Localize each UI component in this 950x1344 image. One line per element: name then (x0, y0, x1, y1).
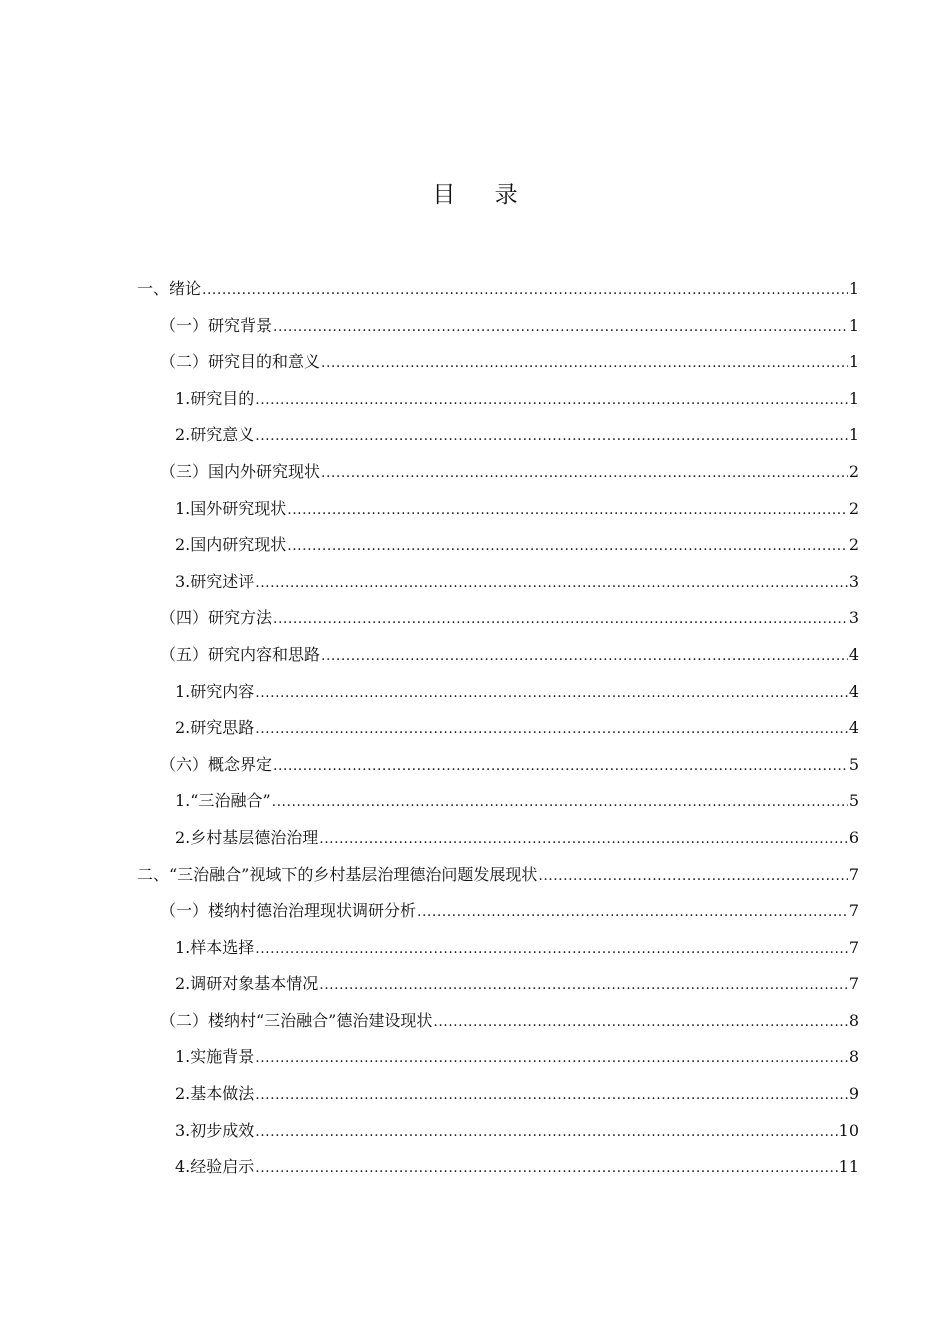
toc-dot-leader (287, 502, 848, 518)
toc-entry-title: （四）研究方法 (160, 608, 273, 628)
toc-page-number: 1 (848, 352, 859, 372)
toc-entry-title: （六）概念界定 (160, 754, 273, 774)
toc-page-number: 7 (848, 974, 859, 994)
toc-entry[interactable] (0, 971, 950, 1008)
toc-entry[interactable] (0, 532, 950, 569)
toc-dot-leader (287, 538, 848, 554)
toc-entry[interactable] (0, 313, 950, 350)
toc-entry-title: 2.乡村基层德治治理 (175, 827, 319, 847)
toc-entry[interactable] (0, 605, 950, 642)
table-of-contents (0, 276, 950, 1191)
toc-dot-leader (321, 355, 848, 371)
toc-page-number: 8 (848, 1047, 859, 1067)
toc-entry[interactable] (0, 825, 950, 862)
toc-entry-title: 1.“三治融合” (175, 791, 271, 811)
toc-dot-leader (321, 465, 848, 481)
toc-dot-leader (433, 1014, 847, 1030)
toc-entry-title: 1.实施背景 (175, 1047, 255, 1067)
toc-entry[interactable] (0, 862, 950, 899)
toc-entry-title: （三）国内外研究现状 (160, 461, 321, 481)
toc-dot-leader (255, 941, 848, 957)
toc-page-number: 7 (848, 864, 859, 884)
toc-dot-leader (202, 282, 848, 298)
toc-entry-title: （一）研究背景 (160, 315, 273, 335)
toc-page-number: 8 (848, 1010, 859, 1030)
toc-entry[interactable] (0, 386, 950, 423)
toc-entry[interactable] (0, 1008, 950, 1045)
toc-dot-leader (255, 1160, 837, 1176)
toc-entry-title: 3.初步成效 (175, 1120, 255, 1140)
toc-entry-title: 1.研究目的 (175, 388, 255, 408)
toc-entry[interactable] (0, 1118, 950, 1155)
toc-page-number: 9 (848, 1084, 859, 1104)
toc-page-number: 4 (848, 718, 859, 738)
toc-entry-title: （二）楼纳村“三治融合”德治建设现状 (160, 1010, 433, 1030)
toc-entry-title: 2.调研对象基本情况 (175, 974, 319, 994)
toc-page-number: 5 (848, 754, 859, 774)
toc-page-number: 2 (848, 498, 859, 518)
toc-entry[interactable] (0, 276, 950, 313)
toc-dot-leader (273, 319, 848, 335)
toc-page-number: 3 (848, 608, 859, 628)
toc-entry[interactable] (0, 752, 950, 789)
toc-dot-leader (255, 392, 848, 408)
toc-page-number: 2 (848, 535, 859, 555)
toc-entry[interactable] (0, 1154, 950, 1191)
toc-entry[interactable] (0, 715, 950, 752)
toc-dot-leader (321, 648, 848, 664)
toc-page-number: 1 (848, 315, 859, 335)
toc-page-number: 6 (848, 827, 859, 847)
toc-entry-title: 1.样本选择 (175, 937, 255, 957)
toc-dot-leader (319, 977, 848, 993)
toc-dot-leader (255, 575, 848, 591)
toc-entry-title: （五）研究内容和思路 (160, 644, 321, 664)
toc-page-number: 2 (848, 461, 859, 481)
toc-page-number: 7 (848, 937, 859, 957)
toc-entry[interactable] (0, 459, 950, 496)
toc-entry[interactable] (0, 788, 950, 825)
toc-entry-title: 一、绪论 (137, 279, 202, 298)
toc-dot-leader (538, 868, 847, 884)
toc-entry[interactable] (0, 349, 950, 386)
toc-page-number: 7 (848, 901, 859, 921)
toc-entry[interactable] (0, 569, 950, 606)
toc-entry-title: 2.基本做法 (175, 1084, 255, 1104)
toc-entry-title: 2.研究意义 (175, 425, 255, 445)
toc-dot-leader (255, 1124, 837, 1140)
toc-dot-leader (319, 831, 848, 847)
toc-page-number: 4 (848, 681, 859, 701)
toc-page-number: 1 (848, 425, 859, 445)
toc-page-number: 4 (848, 644, 859, 664)
toc-entry-title: 4.经验启示 (175, 1157, 255, 1177)
toc-dot-leader (273, 611, 848, 627)
toc-entry-title: 二、“三治融合”视域下的乡村基层治理德治问题发展现状 (137, 864, 538, 884)
toc-dot-leader (255, 1050, 848, 1066)
toc-dot-leader (417, 904, 848, 920)
toc-page-number: 3 (848, 571, 859, 591)
toc-dot-leader (255, 685, 848, 701)
toc-entry-title: 3.研究述评 (175, 571, 255, 591)
toc-entry-title: 1.国外研究现状 (175, 498, 287, 518)
toc-entry[interactable] (0, 935, 950, 972)
toc-entry[interactable] (0, 898, 950, 935)
toc-page-number: 5 (848, 791, 859, 811)
toc-entry[interactable] (0, 1044, 950, 1081)
toc-page-number: 11 (838, 1157, 859, 1177)
toc-entry-title: 2.研究思路 (175, 718, 255, 738)
toc-page-number: 1 (848, 388, 859, 408)
toc-entry[interactable] (0, 679, 950, 716)
toc-entry[interactable] (0, 422, 950, 459)
toc-dot-leader (272, 794, 848, 810)
toc-entry-title: 2.国内研究现状 (175, 535, 287, 555)
toc-page-number: 10 (838, 1120, 859, 1140)
toc-entry[interactable] (0, 496, 950, 533)
toc-dot-leader (255, 721, 848, 737)
toc-dot-leader (273, 758, 848, 774)
toc-entry[interactable] (0, 1081, 950, 1118)
toc-dot-leader (255, 1087, 848, 1103)
toc-entry-title: 1.研究内容 (175, 681, 255, 701)
toc-page-number: 1 (848, 279, 859, 298)
page-title: 目 录 (432, 182, 534, 208)
toc-dot-leader (255, 428, 848, 444)
toc-entry-title: （一）楼纳村德治治理现状调研分析 (160, 901, 417, 921)
toc-entry[interactable] (0, 642, 950, 679)
toc-entry-title: （二）研究目的和意义 (160, 352, 321, 372)
